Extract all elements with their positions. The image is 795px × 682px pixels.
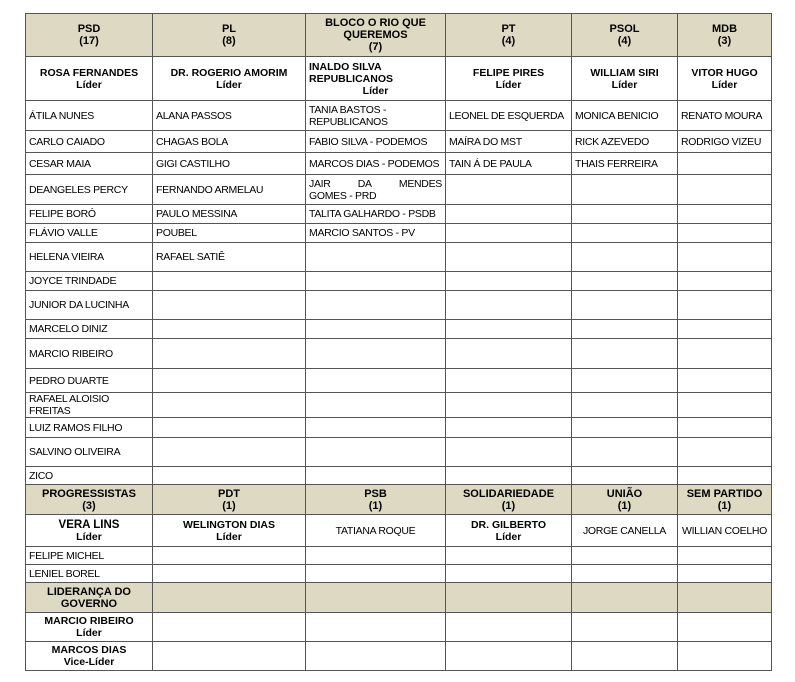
empty-cell [446, 339, 572, 369]
empty-cell [572, 467, 678, 485]
empty-cell [678, 243, 772, 272]
empty-cell [446, 418, 572, 438]
leader-pdt: WELINGTON DIAS Líder [153, 515, 306, 547]
empty-cell [678, 613, 772, 642]
empty-cell [153, 642, 306, 671]
empty-cell [446, 205, 572, 224]
member-row [26, 320, 772, 339]
party-header-pdt: PDT (1) [153, 485, 306, 515]
member-row [26, 339, 772, 369]
member-row [26, 153, 772, 175]
empty-cell [572, 205, 678, 224]
member-cell: SALVINO OLIVEIRA [26, 438, 153, 467]
party-header-bloco: BLOCO O RIO QUE QUEREMOS (7) [306, 14, 446, 57]
member-cell: JOYCE TRINDADE [26, 272, 153, 291]
empty-cell [446, 243, 572, 272]
empty-cell [572, 291, 678, 320]
member-row [26, 272, 772, 291]
member-cell: JUNIOR DA LUCINHA [26, 291, 153, 320]
empty-head-cell [446, 583, 572, 613]
empty-cell [572, 243, 678, 272]
leader-row-bottom [26, 515, 772, 547]
member-row [26, 175, 772, 205]
empty-cell [678, 438, 772, 467]
empty-cell [572, 224, 678, 243]
party-header-psol: PSOL (4) [572, 14, 678, 57]
empty-cell [446, 467, 572, 485]
member-row [26, 467, 772, 485]
empty-cell [572, 339, 678, 369]
empty-cell [678, 272, 772, 291]
empty-cell [153, 291, 306, 320]
empty-cell [306, 565, 446, 583]
member-cell: RAFAEL SATIÊ [153, 243, 306, 272]
empty-cell [446, 291, 572, 320]
empty-cell [678, 175, 772, 205]
government-vice-row [26, 642, 772, 671]
empty-head-cell [678, 583, 772, 613]
empty-head-cell [153, 583, 306, 613]
empty-cell [446, 224, 572, 243]
member-row [26, 101, 772, 131]
empty-cell [306, 467, 446, 485]
empty-cell [306, 613, 446, 642]
member-cell: CHAGAS BOLA [153, 131, 306, 153]
empty-cell [306, 547, 446, 565]
member-row [26, 438, 772, 467]
party-header-pt: PT (4) [446, 14, 572, 57]
empty-cell [153, 565, 306, 583]
member-cell: LUIZ RAMOS FILHO [26, 418, 153, 438]
member-cell: CESAR MAIA [26, 153, 153, 175]
empty-cell [153, 613, 306, 642]
member-cell: DEANGELES PERCY [26, 175, 153, 205]
member-cell: PAULO MESSINA [153, 205, 306, 224]
member-cell: RAFAEL ALOISIO FREITAS [26, 393, 153, 418]
empty-cell [572, 547, 678, 565]
party-header-solidariedade: SOLIDARIEDADE (1) [446, 485, 572, 515]
empty-cell [306, 438, 446, 467]
empty-cell [678, 205, 772, 224]
empty-cell [153, 393, 306, 418]
empty-cell [153, 547, 306, 565]
member-cell: PEDRO DUARTE [26, 369, 153, 393]
empty-cell [446, 438, 572, 467]
empty-cell [306, 418, 446, 438]
empty-cell [446, 547, 572, 565]
empty-cell [678, 642, 772, 671]
government-vice-leader: MARCOS DIAS Vice-Líder [26, 642, 153, 671]
government-leadership-title: LIDERANÇA DO GOVERNO [26, 583, 153, 613]
leader-mdb: VITOR HUGO Líder [678, 57, 772, 101]
empty-cell [306, 243, 446, 272]
member-row [26, 547, 772, 565]
member-cell: TALITA GALHARDO - PSDB [306, 205, 446, 224]
empty-cell [153, 438, 306, 467]
empty-cell [306, 393, 446, 418]
member-row [26, 565, 772, 583]
member-cell: FELIPE BORÓ [26, 205, 153, 224]
empty-cell [678, 565, 772, 583]
member-cell: LEONEL DE ESQUERDA [446, 101, 572, 131]
empty-cell [306, 642, 446, 671]
member-cell: RICK AZEVEDO [572, 131, 678, 153]
member-row [26, 291, 772, 320]
empty-cell [153, 418, 306, 438]
party-header-pl: PL (8) [153, 14, 306, 57]
member-cell: RENATO MOURA [678, 101, 772, 131]
empty-cell [572, 565, 678, 583]
leader-psd: ROSA FERNANDES Líder [26, 57, 153, 101]
leader-sem-partido: WILLIAN COELHO [678, 515, 772, 547]
member-row [26, 243, 772, 272]
empty-cell [306, 291, 446, 320]
member-cell: POUBEL [153, 224, 306, 243]
member-cell: MARCELO DINIZ [26, 320, 153, 339]
member-cell: HELENA VIEIRA [26, 243, 153, 272]
member-cell: MARCOS DIAS - PODEMOS [306, 153, 446, 175]
government-header-row [26, 583, 772, 613]
empty-cell [153, 339, 306, 369]
empty-cell [572, 369, 678, 393]
empty-cell [678, 393, 772, 418]
member-cell: CARLO CAIADO [26, 131, 153, 153]
member-cell: FLÁVIO VALLE [26, 224, 153, 243]
member-cell: ZICO [26, 467, 153, 485]
member-cell: LENIEL BOREL [26, 565, 153, 583]
member-cell: TANIA BASTOS - REPUBLICANOS [306, 101, 446, 131]
member-cell: FERNANDO ARMELAU [153, 175, 306, 205]
empty-cell [678, 291, 772, 320]
empty-cell [446, 175, 572, 205]
empty-cell [306, 339, 446, 369]
leader-bloco: INALDO SILVA REPUBLICANOS Líder [306, 57, 446, 101]
empty-cell [678, 320, 772, 339]
empty-cell [446, 393, 572, 418]
empty-cell [446, 320, 572, 339]
empty-cell [572, 418, 678, 438]
empty-cell [572, 320, 678, 339]
empty-cell [572, 393, 678, 418]
member-cell: MARCIO RIBEIRO [26, 339, 153, 369]
party-header-progressistas: PROGRESSISTAS (3) [26, 485, 153, 515]
member-cell: ALANA PASSOS [153, 101, 306, 131]
empty-cell [678, 418, 772, 438]
party-header-uniao: UNIÃO (1) [572, 485, 678, 515]
member-cell: THAIS FERREIRA [572, 153, 678, 175]
member-cell: JAIR DA MENDES GOMES - PRD [306, 175, 446, 205]
empty-cell [153, 467, 306, 485]
empty-cell [153, 320, 306, 339]
empty-cell [572, 175, 678, 205]
empty-cell [446, 642, 572, 671]
empty-cell [446, 272, 572, 291]
member-row [26, 418, 772, 438]
member-row [26, 131, 772, 153]
council-leadership-table [25, 13, 772, 671]
member-cell: GIGI CASTILHO [153, 153, 306, 175]
member-cell: ÁTILA NUNES [26, 101, 153, 131]
leader-pl: DR. ROGERIO AMORIM Líder [153, 57, 306, 101]
member-row [26, 224, 772, 243]
party-header-sem-partido: SEM PARTIDO (1) [678, 485, 772, 515]
member-cell: MONICA BENICIO [572, 101, 678, 131]
member-cell: TAIN Á DE PAULA [446, 153, 572, 175]
empty-cell [446, 613, 572, 642]
party-header-row-bottom [26, 485, 772, 515]
leader-pt: FELIPE PIRES Líder [446, 57, 572, 101]
member-row [26, 369, 772, 393]
empty-head-cell [306, 583, 446, 613]
empty-cell [572, 613, 678, 642]
leader-psol: WILLIAM SIRI Líder [572, 57, 678, 101]
government-leader-row [26, 613, 772, 642]
empty-cell [446, 369, 572, 393]
empty-cell [153, 369, 306, 393]
empty-head-cell [572, 583, 678, 613]
empty-cell [572, 438, 678, 467]
empty-cell [678, 369, 772, 393]
member-cell: MARCIO SANTOS - PV [306, 224, 446, 243]
empty-cell [306, 369, 446, 393]
party-header-mdb: MDB (3) [678, 14, 772, 57]
empty-cell [678, 224, 772, 243]
empty-cell [678, 339, 772, 369]
leader-psb: TATIANA ROQUE [306, 515, 446, 547]
leader-progressistas: VERA LINS Líder [26, 515, 153, 547]
empty-cell [306, 272, 446, 291]
empty-cell [678, 547, 772, 565]
member-cell: RODRIGO VIZEU [678, 131, 772, 153]
empty-cell [572, 272, 678, 291]
member-cell: MAÍRA DO MST [446, 131, 572, 153]
leader-row [26, 57, 772, 101]
member-cell: FABIO SILVA - PODEMOS [306, 131, 446, 153]
party-header-psb: PSB (1) [306, 485, 446, 515]
party-header-row [26, 14, 772, 57]
leader-uniao: JORGE CANELLA [572, 515, 678, 547]
empty-cell [306, 320, 446, 339]
member-row [26, 205, 772, 224]
party-header-psd: PSD (17) [26, 14, 153, 57]
member-cell: FELIPE MICHEL [26, 547, 153, 565]
empty-cell [446, 565, 572, 583]
empty-cell [572, 642, 678, 671]
member-cell [678, 153, 772, 175]
member-row [26, 393, 772, 418]
government-leader: MARCIO RIBEIRO Líder [26, 613, 153, 642]
empty-cell [153, 272, 306, 291]
leader-solidariedade: DR. GILBERTO Líder [446, 515, 572, 547]
empty-cell [678, 467, 772, 485]
